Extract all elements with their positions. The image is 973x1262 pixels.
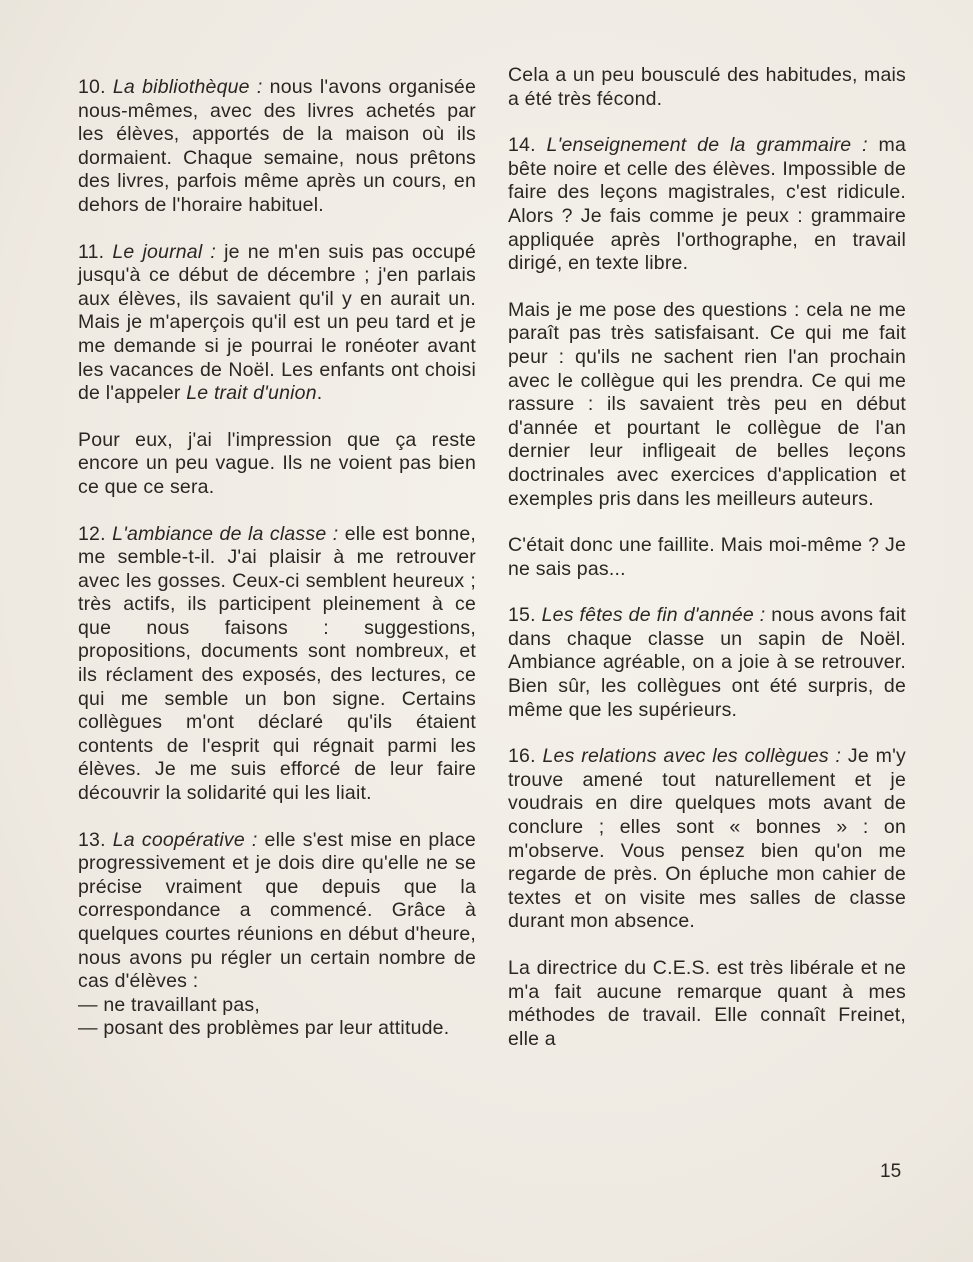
paragraph-journal-followup: Pour eux, j'ai l'impression que ça reste encore un peu vague. Ils ne voient pas bien ce que ce sera. bbox=[78, 428, 476, 498]
paragraph-continuation: Cela a un peu bousculé des habitudes, mais a été très fécond. bbox=[508, 64, 906, 110]
paragraph-12-ambiance: 12. L'ambiance de la classe : elle est bonne, me semble-t-il. J'ai plaisir à me retrouver avec les gosses. Ceux-ci semblent heureux ; très actifs, ils participent pleinement à ce que nous faisons : suggestions, propositions, documents sont nombreux, et ils réclament des exposés, des lectures, ce qui me semble un bon signe. Certains collègues m'ont déclaré qu'ils étaient contents de l'esprit qui régnait parmi les élèves. Je me suis efforcé de leur faire découvrir la solidarité qui les liait. bbox=[78, 522, 476, 805]
paragraph-13-cooperative: 13. La coopérative : elle s'est mise en place progressivement et je dois dire qu'elle ne se précise vraiment que depuis que la correspondance a commencé. Grâce à quelques courtes réunions en début d'heure, nous avons pu régler un certain nombre de cas d'élèves : — ne travaillant pas, — posant des problèmes par leur attitude. bbox=[78, 828, 476, 1040]
paragraph-questions: Mais je me pose des questions : cela ne me paraît pas très satisfaisant. Ce qui me fait peur : qu'ils ne sachent rien l'an prochain avec le collègue qui les prendra. Ce qui me rassure : ils savaient très peu en début d'année et pourtant le collègue de l'an dernier leur infligeait de belles leçons doctrinales avec exercices d'application et exemples pris dans les meilleurs auteurs. bbox=[508, 298, 906, 510]
paragraph-11-journal: 11. Le journal : je ne m'en suis pas occupé jusqu'à ce début de décembre ; j'en parlais aux élèves, ils savaient qu'il y en aurait un. Mais je m'aperçois qu'il est un peu tard et je me demande si je pourrai le ronéoter avant les vacances de Noël. Les enfants ont choisi de l'appeler Le trait d'union. bbox=[78, 240, 476, 405]
paragraph-directrice: La directrice du C.E.S. est très libérale et ne m'a fait aucune remarque quant à mes méthodes de travail. Elle connaît Freinet, elle a bbox=[508, 957, 906, 1050]
page-number: 15 bbox=[880, 1161, 902, 1182]
paragraph-16-relations: 16. Les relations avec les collègues : Je m'y trouve amené tout naturellement et je voudrais en dire quelques mots avant de conclure ; elles sont « bonnes » : on m'observe. Vous pensez bien qu'on me regarde de près. On épluche mon cahier de textes et on visite mes salles de classe durant mon absence. bbox=[508, 745, 906, 933]
heading-fetes: Les fêtes de fin d'année : bbox=[541, 604, 766, 627]
heading-ambiance: L'ambiance de la classe : bbox=[112, 522, 339, 545]
paragraph-10-bibliotheque: 10. La bibliothèque : nous l'avons organisée nous-mêmes, avec des livres achetés par les élèves, apportés de la maison où ils dormaient. Chaque semaine, nous prêtons des livres, parfois même après un cours, en dehors de l'horaire habituel. bbox=[78, 76, 476, 216]
paragraph-14-grammaire: 14. L'enseignement de la grammaire : ma bête noire et celle des élèves. Impossible de faire des leçons magistrales, c'est ridicule. Alors ? Je fais comme je peux : grammaire appliquée après l'orthographe, en travail dirigé, en texte libre. bbox=[508, 134, 906, 275]
paragraph-15-fetes: 15. Les fêtes de fin d'année : nous avons fait dans chaque classe un sapin de Noël. Ambiance agréable, on a joie à se retrouver. Bien sûr, les collègues ont été surpris, de même que les supérieurs. bbox=[508, 604, 906, 721]
heading-relations: Les relations avec les collègues : bbox=[542, 745, 842, 768]
heading-cooperative: La coopérative : bbox=[112, 828, 258, 851]
list-item: — ne travaillant pas, bbox=[78, 993, 260, 1016]
paragraph-faillite: C'était donc une faillite. Mais moi-même ? Je ne sais pas... bbox=[508, 534, 906, 580]
heading-grammaire: L'enseignement de la grammaire : bbox=[546, 134, 868, 157]
heading-journal: Le journal : bbox=[112, 240, 217, 263]
journal-name: Le trait d'union bbox=[186, 382, 317, 405]
right-column bbox=[508, 64, 906, 1051]
left-column bbox=[78, 76, 476, 1041]
heading-bibliotheque: La bibliothèque : bbox=[112, 76, 263, 98]
list-item: — posant des problèmes par leur attitude. bbox=[78, 1017, 450, 1040]
